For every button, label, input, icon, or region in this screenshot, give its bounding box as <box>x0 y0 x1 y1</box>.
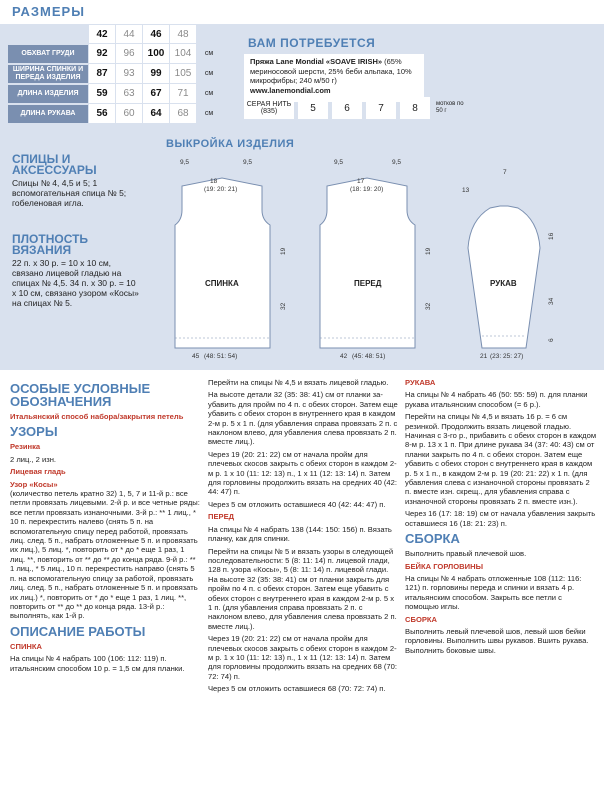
front-label: ПЕРЕД <box>354 279 382 288</box>
rib-text: 2 лиц., 2 изн. <box>10 454 57 464</box>
col3-p4: Выполнить правый плечевой шов. <box>405 549 527 559</box>
sizes-table <box>8 24 221 125</box>
patterns-title: УЗОРЫ <box>10 424 58 440</box>
col3-p5: На спицы № 4 набрать отложенные 108 (112: 116: 121) п. горловины переда и спинки и вязать 4 р. итальянским способом. Закрыть все петли с помощью иглы. <box>405 573 582 612</box>
sizes-row <box>8 84 221 104</box>
sizes-unit: см <box>204 110 214 117</box>
sizes-cell: 100 <box>143 44 170 64</box>
sizes-cell: 92 <box>89 44 116 64</box>
sleeve-label: РУКАВ <box>490 279 517 288</box>
sizes-cell: 48 <box>170 25 197 44</box>
sizes-cell: 93 <box>116 64 143 84</box>
sizes-unit <box>197 25 222 44</box>
col2-p2: На высоте детали 32 (35: 38: 41) см от планки за-убавить для пройм по 4 п. с обеих сторон. Затем еще убавить с обеих сторон в внутреннего края в каждом 2-м р. 5 х 1 п. (для убавления справа провязать 2 п. с наклоном влево, для убавления слева провязать 2 п. вместе лиц.). <box>208 390 398 447</box>
sizes-cell: 99 <box>143 64 170 84</box>
front-title: ПЕРЕД <box>208 512 235 522</box>
cable-title: Узор «Косы» <box>10 479 58 489</box>
front-neck: 17 <box>357 178 365 185</box>
back-side: 32 <box>280 302 287 310</box>
tools-title: СПИЦЫ И АКСЕССУАРЫ <box>12 152 97 177</box>
stock-title: Лицевая гладь <box>10 467 66 477</box>
sizes-row-label: ШИРИНА СПИНКИ И ПЕРЕДА ИЗДЕЛИЯ <box>8 64 89 84</box>
sizes-row-label: ДЛИНА ИЗДЕЛИЯ <box>8 84 89 104</box>
gauge-title: ПЛОТНОСТЬ ВЯЗАНИЯ <box>12 232 89 257</box>
sleeve-cuff: 6 <box>548 338 555 342</box>
col3-p3: Через 16 (17: 18: 19) см от начала убавления закрыть оставшиеся 16 (18: 21: 23) п. <box>405 509 596 528</box>
col3-p1: На спицы № 4 набрать 46 (50: 55: 59) п. для планки рукава итальянским способом (= 6 р.). <box>405 390 588 409</box>
sizes-row <box>8 44 221 64</box>
front-width-sizes: (45: 48: 51) <box>352 353 386 360</box>
special-title: ОСОБЫЕ УСЛОВНЫЕ ОБОЗНАЧЕНИЯ <box>10 381 151 409</box>
cable-text: (количество петель кратно 32) 1, 5, 7 и 11-й р.: все петли провязать лицевыми. 2-й р. и все четные ряды: все петли провязать изнаночными. 3-й р.: ** 1 лиц., * 10 п. перекрестить налево (снять 5 п. на вспомогательную спицу перед работой, провязать лиц. след. 5 п., набрать отложенные 5 п. и провязать их лиц.), 5 лиц. *, повторить от * до * еще 1 раз, 1 лиц. **, повторить от ** до ** до конца ряда. 9-й р.: ** 1 лиц., * 5 лиц., 10 п. перекрестить направо (снять 5 п. на вспомогательную спицу за работой, провязать лиц. след. 5 п., набрать отложенные 5 п. и провязать их лиц.) *, повторить от * до * еще 1 раз, 1 лиц. **, повторить от ** до ** до конца ряда. 13-й р.: выполнять, как 1-й р. <box>10 489 200 621</box>
back-label: СПИНКА <box>205 279 239 288</box>
sizes-cell: 71 <box>170 84 197 104</box>
back-title: СПИНКА <box>10 641 43 651</box>
sizes-cell: 56 <box>89 104 116 124</box>
front-shape <box>320 178 415 348</box>
sizes-unit: см <box>204 90 214 97</box>
front-side: 32 <box>425 302 432 310</box>
sizes-cell: 104 <box>170 44 197 64</box>
col2-p3: Через 19 (20: 21: 22) см от начала пройм для плечевых скосов закрыть с обеих сторон в каждом 2-м р. 1 х 10 (11: 12: 13) п., 1 х 11 (12: 13: 14) п. Затем для горловины продолжить вязать на средних 40 (42: 44: 47) п. <box>208 449 397 497</box>
back-width: 45 <box>192 353 200 360</box>
col3-p6: Выполнить левый плечевой шов, левый шов бейки горловины. Выполнить швы рукавов. Вшить рукава. Выполнить боковые швы. <box>405 626 589 655</box>
sleeve-title: РУКАВА <box>405 378 436 387</box>
sleeve-top: 7 <box>503 169 507 176</box>
column-2 <box>208 378 398 697</box>
back-text: На спицы № 4 набрать 100 (106: 112: 119) п. итальянским способом 10 р. = 1,5 см для планки. <box>10 654 185 673</box>
col3-p2: Перейти на спицы № 4,5 и вязать 16 р. = 6 см резинкой. Продолжить вязать лицевой гладью. Начиная с 3-го р., прибавить с обеих сторон в каждом 8-м р. 13 х 1 п. При длине рукава 34 (37: 40: 43) см от планки закрыть по 4 п. с обеих сторон. Затем еще убавить с обеих сторон с внутреннего края в каждом р. 5 х 1 п., в каждом 2-м р. 19 (20: 21: 22) х 1 п. (для убавления слева с изнаночной стороны провязать 2 п. вместе изн. скрещ., для убавления справа с изнаночной стороны провязать 2 п. вместе изн.). <box>405 412 597 506</box>
sizes-cell: 46 <box>143 25 170 44</box>
work-title: ОПИСАНИЕ РАБОТЫ <box>10 623 146 639</box>
yarn-title: ВАМ ПОТРЕБУЕТСЯ <box>248 36 376 50</box>
yarn-composition: (65% мериносовой шерсти, 25% беби альпака, 10% микрофибры; 240 м/50 г) <box>250 57 412 85</box>
front-width: 42 <box>340 353 348 360</box>
back-neck-sizes: (19: 20: 21) <box>204 186 238 193</box>
assembly2-title: СБОРКА <box>405 614 438 624</box>
sizes-row <box>8 64 221 84</box>
sleeve-shape <box>468 206 540 348</box>
front-neck-sizes: (18: 19: 20) <box>350 186 384 193</box>
sleeve-width: 21 <box>480 353 488 360</box>
tools-text: Спицы № 4, 4,5 и 5; 1 вспомогательная спица № 5; гобеленовая игла. <box>12 178 127 208</box>
front-armhole: 19 <box>425 247 432 255</box>
column-3 <box>405 378 597 658</box>
col2-p6: Перейти на спицы № 5 и вязать узоры в следующей последовательности: 5 (8: 11: 14) п. лицевой глади, 128 п. узора «Косы», 5 (8: 11: 14) п. лицевой глади. На высоте 32 (35: 38: 41) см от планки закрыть для пройм по 4 п. с обеих сторон. Затем еще убавить с обеих сторон с внутреннего края в каждом 2-м р. 5 х 1 п. (для убавления справа провязать 2 п. с наклоном влево, для убавления слева провязать 2 п. вместе лиц.). <box>208 546 397 631</box>
col2-p1: Перейти на спицы № 4,5 и вязать лицевой гладью. <box>208 378 389 387</box>
front-shoulder-r: 9,5 <box>392 159 402 166</box>
neck-title: БЕЙКА ГОРЛОВИНЫ <box>405 561 484 571</box>
sizes-unit: см <box>204 50 214 57</box>
top-band <box>0 0 604 24</box>
sizes-cell: 63 <box>116 84 143 104</box>
col2-p4: Через 5 см отложить оставшиеся 40 (42: 44: 47) п. <box>208 499 386 509</box>
yarn-qty-1: 5 <box>298 97 328 119</box>
yarn-color-label: СЕРАЯ НИТЬ (835) <box>244 97 294 119</box>
sizes-row <box>8 104 221 124</box>
sizes-cell: 42 <box>89 25 116 44</box>
sizes-cell: 60 <box>116 104 143 124</box>
gauge-text: 22 п. х 30 р. = 10 х 10 см, связано лицевой гладью на спицах № 4,5. 34 п. х 30 р. = 10 х 10 см, связано узором «Косы» на спицах № 5. <box>12 258 139 308</box>
sizes-cell: 64 <box>143 104 170 124</box>
sizes-cell: 105 <box>170 64 197 84</box>
yarn-qty-2: 6 <box>332 97 362 119</box>
yarn-description <box>244 54 424 102</box>
sizes-cell: 59 <box>89 84 116 104</box>
yarn-qty-3: 7 <box>366 97 396 119</box>
yarn-qty-4: 8 <box>400 97 430 119</box>
sizes-cell: 67 <box>143 84 170 104</box>
special-item: Итальянский способ набора/закрытия петель <box>10 412 184 421</box>
yarn-quantity-row <box>244 97 470 119</box>
pattern-title: ВЫКРОЙКА ИЗДЕЛИЯ <box>166 138 295 150</box>
yarn-name: Пряжа Lane Mondial «SOAVE IRISH» <box>250 57 383 66</box>
pattern-diagram <box>0 150 604 365</box>
back-shoulder: 9,5 <box>180 159 190 166</box>
column-1 <box>10 378 200 676</box>
sizes-unit: см <box>204 70 214 77</box>
back-neck: 18 <box>210 178 218 185</box>
back-armhole: 19 <box>280 247 287 255</box>
sizes-cell: 87 <box>89 64 116 84</box>
yarn-unit: мотков по 50 г <box>436 101 464 114</box>
sizes-cell: 68 <box>170 104 197 124</box>
sizes-row-label: ДЛИНА РУКАВА <box>8 104 89 124</box>
col2-p7: Через 19 (20: 21: 22) см от начала пройм для плечевых скосов закрыть с обеих сторон в каждом 2-м р. 1 х 10 (11: 12: 13) п., 1 х 11 (12: 13: 14) п. Затем для горловины продолжить вязать на средних 68 (70: 72: 74) п. <box>208 634 397 681</box>
sleeve-width-sizes: (23: 25: 27) <box>490 353 524 360</box>
col2-p8: Через 5 см отложить оставшиеся 68 (70: 72: 74) п. <box>208 684 386 694</box>
back-shape <box>175 178 270 348</box>
yarn-url: www.lanemondial.com <box>250 85 331 95</box>
sleeve-cap-height: 16 <box>548 232 555 240</box>
col2-p5: На спицы № 4 набрать 138 (144: 150: 156) п. Вязать планку, как для спинки. <box>208 524 392 544</box>
sizes-cell: 44 <box>116 25 143 44</box>
assembly-title: СБОРКА <box>405 531 460 547</box>
rib-title: Резинка <box>10 442 41 452</box>
back-width-sizes: (48: 51: 54) <box>204 353 238 360</box>
sizes-row <box>8 25 221 44</box>
sizes-title: РАЗМЕРЫ <box>12 4 85 19</box>
back-shoulder-r: 9,5 <box>243 159 253 166</box>
front-shoulder: 9,5 <box>334 159 344 166</box>
sleeve-cap: 13 <box>462 187 470 194</box>
sizes-row-label <box>8 25 89 44</box>
sleeve-length: 34 <box>548 297 555 305</box>
sizes-cell: 96 <box>116 44 143 64</box>
sizes-row-label: ОБХВАТ ГРУДИ <box>8 44 89 64</box>
